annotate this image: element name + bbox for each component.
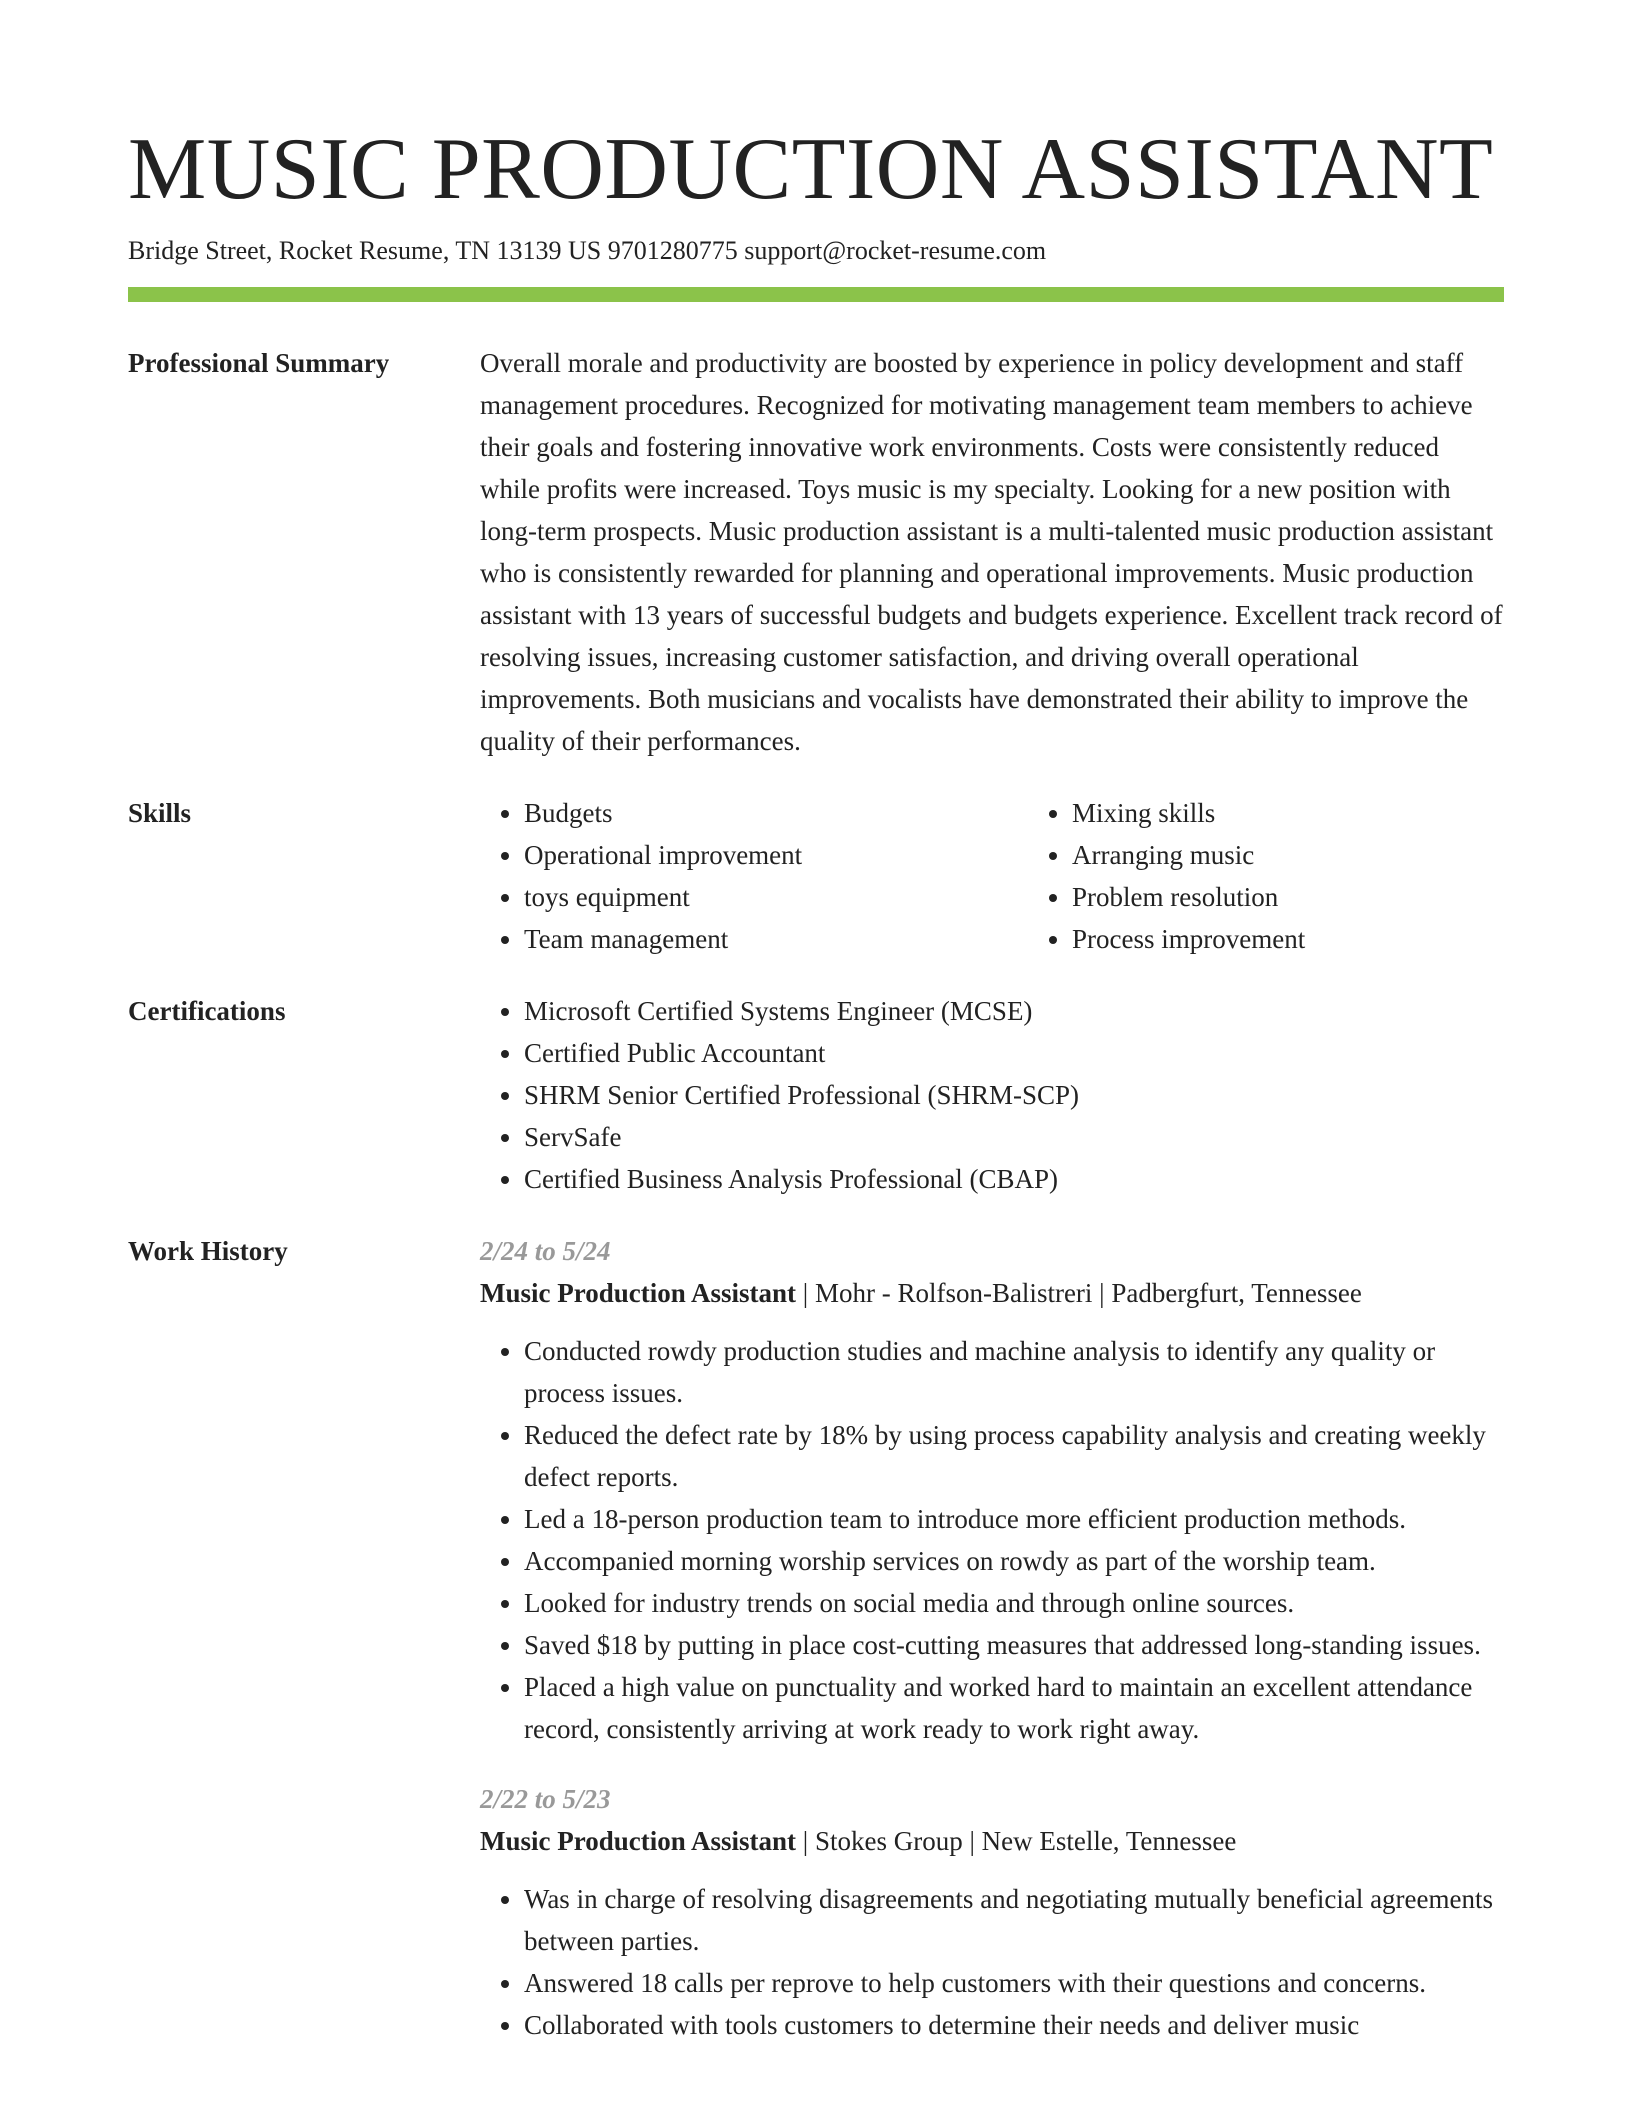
contact-line: Bridge Street, Rocket Resume, TN 13139 US 9701280775 support@rocket-resume.com (128, 236, 1047, 265)
job-details: | Mohr - Rolfson-Balistreri | Padbergfurt, Tennessee (796, 1278, 1362, 1308)
summary-text: Overall morale and productivity are boosted by experience in policy development and staff management procedures. Recognized for motivating management team members to achieve their goals and fostering innovative work environments. Costs were consistently reduced while profits were increased. Toys music is my specialty. Looking for a new position with long-term prospects. Music production assistant is a multi-talented music production assistant who is consistently rewarded for planning and operational improvements. Music production assistant with 13 years of successful budgets and budgets experience. Excellent track record of resolving issues, increasing customer satisfaction, and driving overall operational improvements. Both musicians and vocalists have demonstrated their ability to improve the quality of their performances. (480, 348, 1503, 756)
resume-name: MUSIC PRODUCTION ASSISTANT (128, 121, 1494, 218)
section-title: Certifications (128, 996, 286, 1026)
work-history-body (480, 1230, 1504, 2074)
certification-item: • Microsoft Certified Systems Engineer (MCSE) (524, 990, 1504, 1032)
job-entry (480, 1778, 1504, 2046)
job-bullet: • Looked for industry trends on social media and through online sources. (524, 1582, 1504, 1624)
section-title: Professional Summary (128, 348, 390, 378)
skill-item: • Budgets (524, 792, 984, 834)
certifications-list (480, 990, 1504, 1200)
job-bullet: • Collaborated with tools customers to determine their needs and deliver music (524, 2004, 1504, 2046)
skills-grid (480, 792, 1532, 960)
job-bullet: • Reduced the defect rate by 18% by using process capability analysis and creating weekly defect reports. (524, 1414, 1504, 1498)
certification-item: • Certified Public Accountant (524, 1032, 1504, 1074)
job-dates: 2/24 to 5/24 (480, 1236, 611, 1266)
summary-body (480, 342, 1504, 762)
accent-divider (128, 287, 1504, 302)
job-bullet: • Accompanied morning worship services on rowdy as part of the worship team. (524, 1540, 1504, 1582)
certification-item: • SHRM Senior Certified Professional (SHRM-SCP) (524, 1074, 1504, 1116)
resume-page (128, 120, 1504, 2074)
certifications-section (128, 990, 1504, 1200)
job-heading (480, 1820, 1504, 1862)
job-bullets (480, 1878, 1504, 2046)
skill-item: • Arranging music (1072, 834, 1532, 876)
job-bullet: • Saved $18 by putting in place cost-cutting measures that addressed long-standing issues. (524, 1624, 1504, 1666)
skills-list-left (480, 792, 984, 960)
skill-item: • toys equipment (524, 876, 984, 918)
skill-item: • Mixing skills (1072, 792, 1532, 834)
skill-item: • Team management (524, 918, 984, 960)
certification-item: • ServSafe (524, 1116, 1504, 1158)
section-title: Work History (128, 1236, 288, 1266)
skill-item: • Process improvement (1072, 918, 1532, 960)
job-heading (480, 1272, 1504, 1314)
summary-section (128, 342, 1504, 762)
section-title: Skills (128, 798, 192, 828)
skill-item: • Operational improvement (524, 834, 984, 876)
certifications-body (480, 990, 1504, 1200)
work-history-section (128, 1230, 1504, 2074)
job-title: Music Production Assistant (480, 1826, 797, 1856)
job-bullet: • Conducted rowdy production studies and machine analysis to identify any quality or process issues. (524, 1330, 1504, 1414)
job-details: | Stokes Group | New Estelle, Tennessee (796, 1826, 1237, 1856)
job-bullet: • Led a 18-person production team to introduce more efficient production methods. (524, 1498, 1504, 1540)
job-dates: 2/22 to 5/23 (480, 1784, 611, 1814)
certification-item: • Certified Business Analysis Professional (CBAP) (524, 1158, 1504, 1200)
job-bullet: • Answered 18 calls per reprove to help customers with their questions and concerns. (524, 1962, 1504, 2004)
job-entry (480, 1230, 1504, 1750)
skill-item: • Problem resolution (1072, 876, 1532, 918)
job-bullet: • Was in charge of resolving disagreements and negotiating mutually beneficial agreements between parties. (524, 1878, 1504, 1962)
skills-body (480, 792, 1532, 960)
job-bullet: • Placed a high value on punctuality and worked hard to maintain an excellent attendance record, consistently arriving at work ready to work right away. (524, 1666, 1504, 1750)
skills-list-right (1028, 792, 1532, 960)
job-bullets (480, 1330, 1504, 1750)
skills-section (128, 792, 1504, 960)
job-title: Music Production Assistant (480, 1278, 797, 1308)
